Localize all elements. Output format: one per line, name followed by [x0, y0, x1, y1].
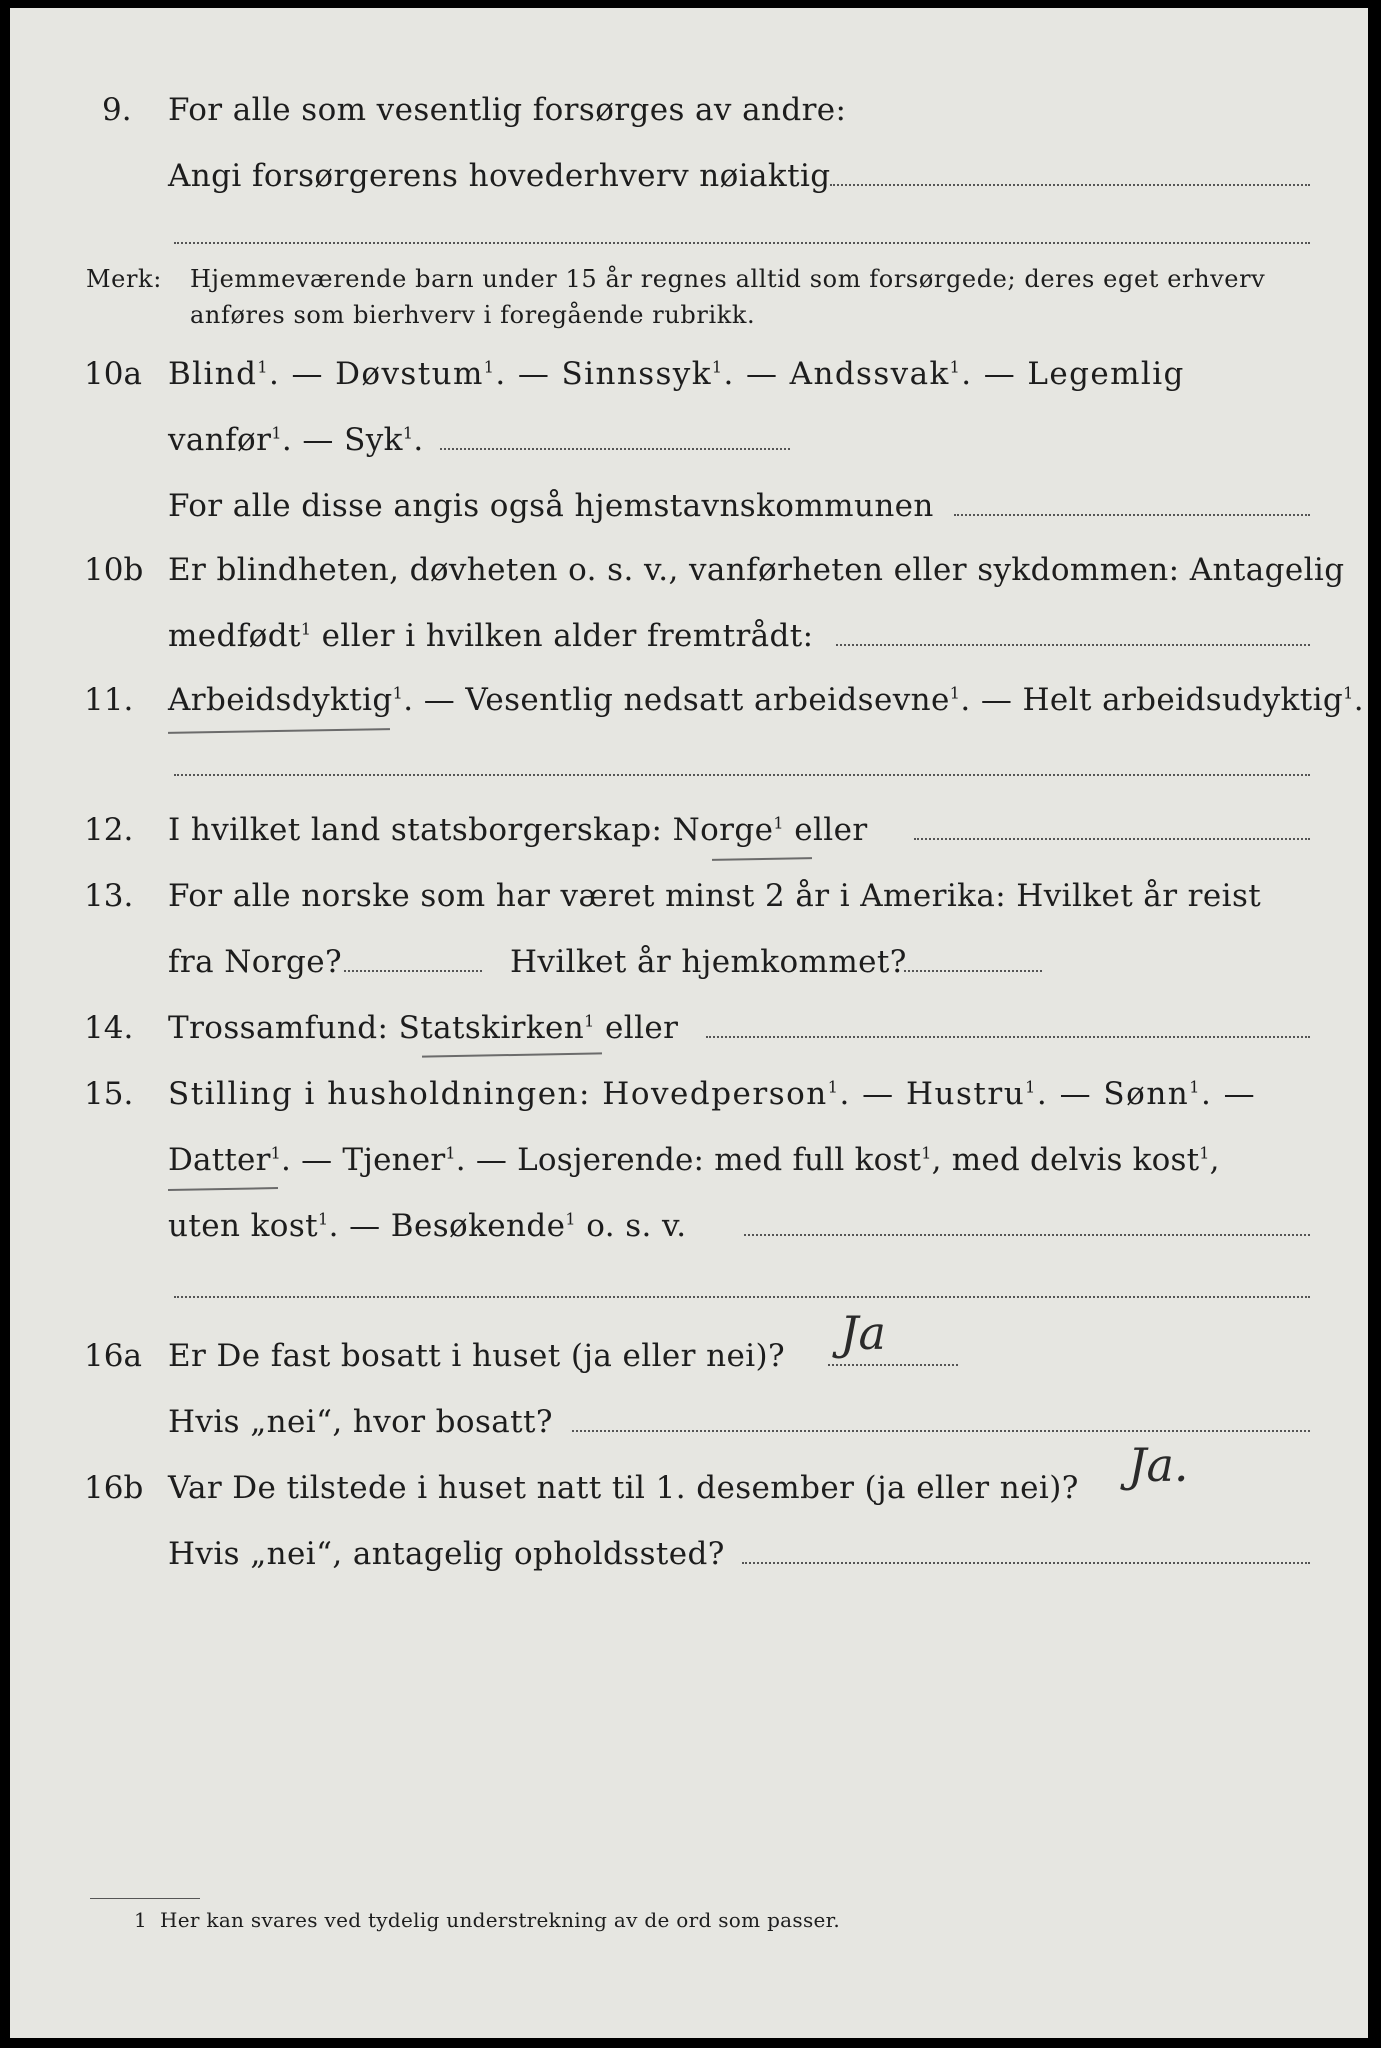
item-14-line: Trossamfund: Statskirken$^1$ eller — [168, 1010, 679, 1046]
item-16a-line-1: Er De fast bosatt i huset (ja eller nei)? — [168, 1338, 786, 1374]
merk-label: Merk: — [86, 265, 162, 293]
item-15-answer-line-1[interactable] — [744, 1234, 1310, 1236]
datter-handwritten-underline — [168, 1187, 278, 1191]
item-16b-line-1: Var De tilstede i huset natt til 1. desember (ja eller nei)? — [168, 1470, 1079, 1506]
item-13-hjemkommet-answer-line[interactable] — [904, 970, 1042, 972]
item-12-answer-line[interactable] — [914, 838, 1310, 840]
item-15-answer-line-2[interactable] — [174, 1296, 1310, 1298]
item-10a-number: 10a — [84, 356, 142, 392]
item-14-number: 14. — [84, 1010, 134, 1046]
item-16a-handwritten-answer[interactable]: Ja — [840, 1306, 886, 1360]
item-10b-line-2: medfødt$^1$ eller i hvilken alder fremtrådt: — [168, 618, 814, 654]
item-10b-line-1: Er blindheten, døvheten o. s. v., vanførheten eller sykdommen: Antagelig — [168, 552, 1345, 588]
arbeidsdyktig-option[interactable]: Arbeidsdyktig — [168, 682, 393, 718]
item-10b-number: 10b — [84, 552, 144, 588]
item-11-answer-line[interactable] — [174, 774, 1310, 776]
item-16a-line-2: Hvis „nei“, hvor bosatt? — [168, 1404, 553, 1440]
item-16a-bosatt-answer-line[interactable] — [572, 1430, 1310, 1432]
item-13-number: 13. — [84, 878, 134, 914]
footnote-text: Her kan svares ved tydelig understrekning av de ord som passer. — [160, 1908, 840, 1932]
item-9-line-2: Angi forsørgerens hovederhverv nøiaktig — [168, 158, 831, 194]
item-10a-line-2: vanfør$^1$. — Syk$^1$. — [168, 422, 424, 458]
merk-line-1: Hjemmeværende barn under 15 år regnes alltid som forsørgede; deres eget erhverv — [190, 265, 1266, 293]
item-9-answer-line-1[interactable] — [830, 184, 1310, 186]
item-11-number: 11. — [84, 682, 134, 718]
blind-option[interactable]: Blind — [168, 356, 258, 392]
item-9-number: 9. — [102, 92, 132, 128]
item-16a-answer-line[interactable] — [828, 1364, 958, 1366]
item-10b-answer-line[interactable] — [836, 644, 1310, 646]
item-10a-line-1: Blind$^1$. — Døvstum$^1$. — Sinnssyk$^1$. — Andssvak$^1$. — Legemlig — [168, 356, 1185, 392]
census-form-page — [10, 8, 1368, 2038]
item-13-line-1: For alle norske som har været minst 2 år i Amerika: Hvilket år reist — [168, 878, 1262, 914]
item-11-line: Arbeidsdyktig$^1$. — Vesentlig nedsatt arbeidsevne$^1$. — Helt arbeidsudyktig$^1$. — [168, 682, 1365, 718]
item-12-number: 12. — [84, 812, 134, 848]
item-10a-line-3: For alle disse angis også hjemstavnskommunen — [168, 488, 934, 524]
item-10a-syk-answer-line[interactable] — [440, 448, 790, 450]
norge-handwritten-underline — [712, 857, 812, 861]
item-12-line: I hvilket land statsborgerskap: Norge$^1$ eller — [168, 812, 868, 848]
item-15-line-1: Stilling i husholdningen: Hovedperson$^1$. — Hustru$^1$. — Sønn$^1$. — — [168, 1076, 1257, 1112]
merk-line-2: anføres som bierhverv i foregående rubrikk. — [190, 301, 756, 329]
item-15-line-3: uten kost$^1$. — Besøkende$^1$ o. s. v. — [168, 1208, 687, 1244]
item-9-line-1: For alle som vesentlig forsørges av andre: — [168, 92, 847, 128]
item-14-answer-line[interactable] — [706, 1036, 1310, 1038]
arbeidsdyktig-handwritten-underline — [168, 728, 390, 734]
norge-option[interactable]: I hvilket land statsborgerskap: Norge — [168, 812, 774, 848]
item-16a-number: 16a — [84, 1338, 142, 1374]
statskirken-handwritten-underline — [422, 1052, 602, 1057]
item-13-reist-answer-line[interactable] — [344, 970, 482, 972]
item-16b-line-2: Hvis „nei“, antagelig opholdssted? — [168, 1536, 725, 1572]
footnote-mark: 1 — [134, 1908, 148, 1932]
item-15-number: 15. — [84, 1076, 134, 1112]
item-10a-hjemstavn-answer-line[interactable] — [954, 514, 1310, 516]
item-15-line-2: Datter$^1$. — Tjener$^1$. — Losjerende: med full kost$^1$, med delvis kost$^1$, — [168, 1142, 1220, 1178]
item-16b-opholdssted-answer-line[interactable] — [742, 1562, 1310, 1564]
item-13-line-2b: Hvilket år hjemkommet? — [510, 944, 907, 980]
item-16b-handwritten-answer[interactable]: Ja. — [1128, 1438, 1189, 1492]
datter-option[interactable]: Datter — [168, 1142, 271, 1178]
statskirken-option[interactable]: Trossamfund: Statskirken — [168, 1010, 585, 1046]
item-16b-number: 16b — [84, 1470, 144, 1506]
footnote-rule — [90, 1898, 200, 1899]
item-9-answer-line-2[interactable] — [174, 242, 1310, 244]
item-13-line-2a: fra Norge? — [168, 944, 343, 980]
